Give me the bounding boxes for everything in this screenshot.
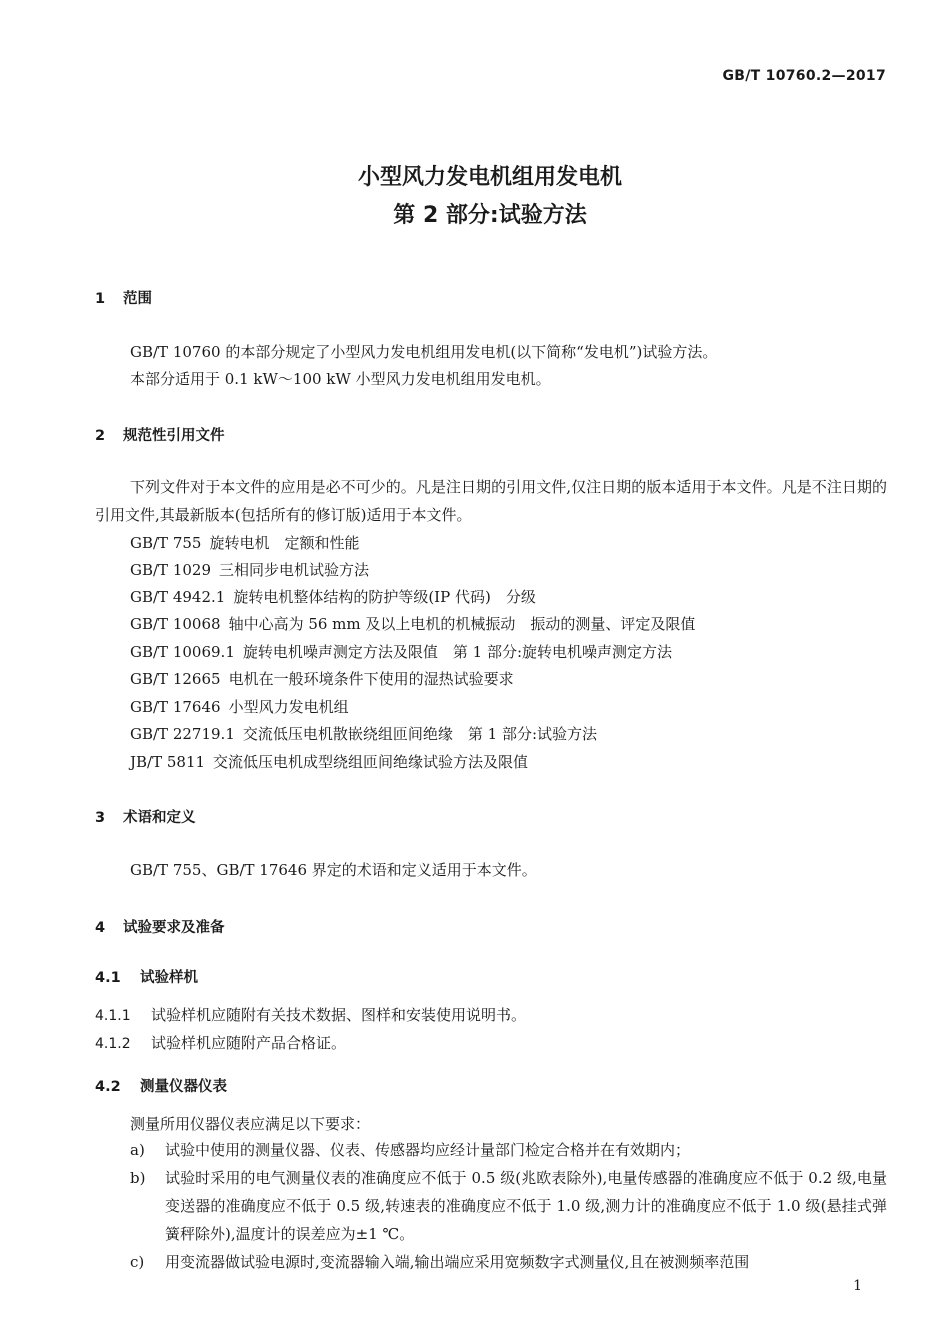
clause-4-1-1 [95, 1004, 526, 1025]
section-number: 3 [95, 810, 106, 826]
document-title: 小型风力发电机组用发电机 [357, 165, 622, 190]
standard-number: GB/T 10760.2—2017 [722, 68, 886, 84]
reference-title: 轴中心高为 56 mm 及以上电机的机械振动 振动的测量、评定及限值 [228, 615, 696, 633]
list-marker: b) [130, 1169, 146, 1187]
reference-title: 旋转电机整体结构的防护等级(IP 代码) 分级 [233, 588, 536, 606]
list-text: 用变流器做试验电源时,变流器输入端,输出端应采用宽频数字式测量仪,且在被测频率范围 [165, 1253, 750, 1271]
reference-code: GB/T 12665 [130, 670, 221, 688]
clause-4-1-2 [95, 1032, 346, 1053]
reference-title: 三相同步电机试验方法 [219, 561, 370, 579]
list-item-b [130, 1164, 887, 1248]
reference-item [130, 559, 369, 580]
reference-item [130, 723, 597, 744]
document-subtitle: 第 2 部分:试验方法 [393, 203, 587, 228]
subsection-4-1-heading [95, 966, 198, 987]
instruments-intro: 测量所用仪器仪表应满足以下要求： [130, 1115, 371, 1133]
section-number: 4.2 [95, 1079, 121, 1095]
reference-title: 交流低压电机成型绕组匝间绝缘试验方法及限值 [213, 753, 529, 771]
section-number: 2 [95, 428, 106, 444]
reference-item [130, 751, 528, 772]
reference-code: JB/T 5811 [130, 753, 206, 771]
section-title: 试验要求及准备 [123, 920, 225, 936]
references-intro: 下列文件对于本文件的应用是必不可少的。凡是注日期的引用文件,仅注日期的版本适用于本文件。凡是不注日期的引用文件,其最新版本(包括所有的修订版)适用于本文件。 [95, 478, 887, 524]
section-number: 1 [95, 291, 106, 307]
list-text: 试验时采用的电气测量仪表的准确度应不低于 0.5 级(兆欧表除外),电量传感器的准确度应不低于 0.2 级,电量变送器的准确度应不低于 0.5 级,转速表的准确度应不低于 1.0 级,测力计的准确度应不低于 1.0 级(悬挂式弹簧秤除外),温度计的误差应为±1 ℃。 [165, 1169, 887, 1243]
section-title: 试验样机 [140, 970, 198, 986]
section-3-heading [95, 806, 196, 827]
reference-code: GB/T 4942.1 [130, 588, 226, 606]
reference-code: GB/T 10068 [130, 615, 221, 633]
reference-code: GB/T 10069.1 [130, 643, 235, 661]
section-title: 范围 [123, 291, 152, 307]
clause-text: 试验样机应随附产品合格证。 [151, 1034, 347, 1052]
subsection-4-2-heading [95, 1075, 227, 1096]
page-number: 1 [853, 1278, 862, 1294]
clause-number: 4.1.1 [95, 1008, 131, 1024]
reference-title: 小型风力发电机组 [228, 698, 349, 716]
list-marker: a) [130, 1141, 145, 1159]
list-item-a [130, 1136, 887, 1164]
clause-number: 4.1.2 [95, 1036, 131, 1052]
list-text: 试验中使用的测量仪器、仪表、传感器均应经计量部门检定合格并在有效期内； [165, 1141, 691, 1159]
reference-code: GB/T 1029 [130, 561, 212, 579]
terms-paragraph: GB/T 755、GB/T 17646 界定的术语和定义适用于本文件。 [130, 861, 537, 879]
reference-item [130, 641, 672, 662]
section-1-heading [95, 287, 152, 308]
section-2-heading [95, 424, 225, 445]
reference-item [130, 586, 536, 607]
section-4-heading [95, 916, 225, 937]
reference-item [130, 613, 695, 634]
scope-paragraph-2: 本部分适用于 0.1 kW～100 kW 小型风力发电机组用发电机。 [130, 370, 551, 388]
reference-title: 交流低压电机散嵌绕组匝间绝缘 第 1 部分:试验方法 [242, 725, 598, 743]
list-marker: c) [130, 1253, 145, 1271]
section-number: 4 [95, 920, 106, 936]
reference-code: GB/T 755 [130, 534, 202, 552]
reference-title: 旋转电机 定额和性能 [209, 534, 360, 552]
clause-text: 试验样机应随附有关技术数据、图样和安装使用说明书。 [151, 1006, 527, 1024]
section-title: 规范性引用文件 [123, 428, 225, 444]
reference-code: GB/T 22719.1 [130, 725, 235, 743]
section-title: 测量仪器仪表 [140, 1079, 227, 1095]
reference-code: GB/T 17646 [130, 698, 221, 716]
reference-item [130, 696, 349, 717]
list-item-c [130, 1248, 887, 1276]
section-number: 4.1 [95, 970, 121, 986]
reference-title: 电机在一般环境条件下使用的湿热试验要求 [228, 670, 514, 688]
section-title: 术语和定义 [123, 810, 196, 826]
reference-item [130, 532, 359, 553]
reference-item [130, 668, 514, 689]
reference-title: 旋转电机噪声测定方法及限值 第 1 部分:旋转电机噪声测定方法 [242, 643, 673, 661]
scope-paragraph-1: GB/T 10760 的本部分规定了小型风力发电机组用发电机(以下简称“发电机”)试验方法。 [130, 343, 718, 361]
